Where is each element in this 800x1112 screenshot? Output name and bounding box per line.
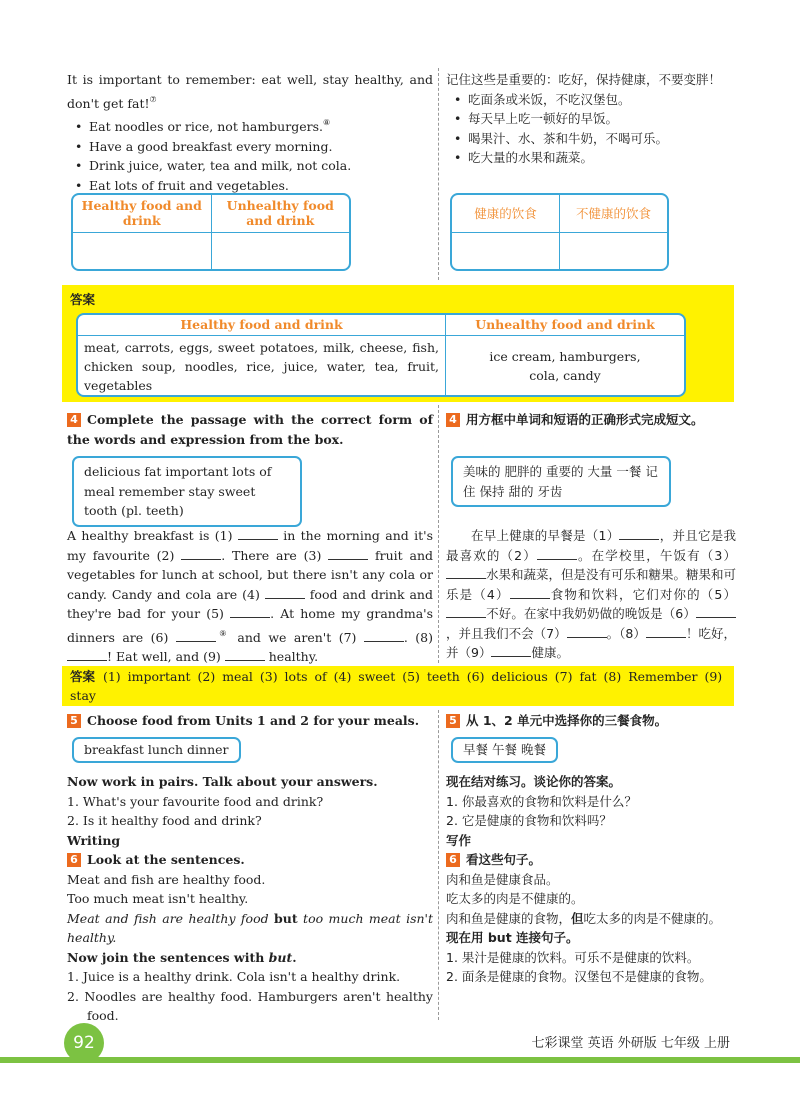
word-box-en bbox=[72, 456, 302, 527]
answer-block-1 bbox=[62, 285, 734, 402]
blank-6[interactable] bbox=[176, 629, 216, 642]
blank-5-cn[interactable] bbox=[446, 605, 486, 618]
bullet-item: Drink juice, water, tea and milk, not cola. bbox=[89, 158, 352, 173]
join-instruction-cn: 现在用 but 连接句子。 bbox=[446, 930, 579, 945]
food-table-cn bbox=[450, 193, 669, 271]
intro-text-cn: 记住这些是重要的：吃好，保持健康，不要变胖！ bbox=[446, 72, 722, 87]
answer-label: 答案 bbox=[70, 292, 96, 307]
exercise-number: 4 bbox=[67, 413, 81, 427]
blank-7[interactable] bbox=[364, 629, 404, 642]
blank-1-cn[interactable] bbox=[619, 527, 659, 540]
word-box-text: delicious fat important lots of meal remember stay sweet tooth (pl. teeth) bbox=[84, 464, 272, 518]
blank-7-cn[interactable] bbox=[567, 625, 607, 638]
table-cell-empty[interactable] bbox=[73, 232, 211, 269]
blank-6-cn[interactable] bbox=[696, 605, 736, 618]
exercise-item-cn: 2. 面条是健康的食物。汉堡包不是健康的食物。 bbox=[446, 969, 712, 984]
exercise-item: 2. Noodles are healthy food. Hamburgers aren't healthy food. bbox=[67, 988, 433, 1023]
passage-text: . At home my grandma's dinners are (6) bbox=[67, 606, 434, 645]
intro-text: It is important to remember: eat well, stay healthy, and don't get fat! bbox=[67, 72, 433, 111]
column-divider-top bbox=[438, 68, 439, 280]
passage-text: healthy. bbox=[264, 649, 319, 664]
bullet-item: Have a good breakfast every morning. bbox=[89, 138, 333, 154]
exercise-number: 5 bbox=[67, 714, 81, 728]
passage-text-cn: 在早上健康的早餐是（1） bbox=[471, 528, 620, 543]
bullet-item-cn: • 每天早上吃一顿好的早饭。 bbox=[446, 109, 736, 129]
passage-text-cn: ，并且它是我最喜欢的（2） bbox=[446, 528, 736, 563]
bullet-item: Eat noodles or rice, not hamburgers. bbox=[89, 119, 323, 134]
column-divider-middle bbox=[438, 405, 439, 663]
pairs-instruction: Now work in pairs. Talk about your answers. bbox=[67, 774, 378, 789]
meal-box-cn bbox=[451, 737, 558, 763]
join-instruction: . bbox=[292, 949, 297, 965]
writing-heading: Writing bbox=[67, 832, 121, 848]
sentence-cn: 肉和鱼是健康食品。 bbox=[446, 871, 559, 887]
join-word: but bbox=[268, 949, 293, 965]
blank-4-cn[interactable] bbox=[510, 586, 550, 599]
ex5-questions-cn bbox=[446, 772, 736, 987]
sentence: Too much meat isn't healthy. bbox=[67, 891, 249, 906]
bullet-item: Eat lots of fruit and vegetables. bbox=[89, 177, 289, 193]
bullet-item-cn: • 喝果汁、水、茶和牛奶，不喝可乐。 bbox=[446, 129, 736, 149]
ex5-title-cn bbox=[446, 711, 736, 731]
exercise-item: 1. Juice is a healthy drink. Cola isn't a healthy drink. bbox=[67, 969, 401, 984]
ex4-passage-cn bbox=[446, 526, 736, 663]
sentence-part-cn: 肉和鱼是健康的食物， bbox=[446, 910, 572, 926]
question-item: 1. What's your favourite food and drink? bbox=[67, 793, 324, 809]
sentence-part-cn: 吃太多的肉是不健康的。 bbox=[583, 910, 722, 926]
note-marker: ⑦ bbox=[149, 94, 157, 104]
note-marker: ⑧ bbox=[322, 118, 331, 127]
sentence-part: Meat and fish are healthy food bbox=[67, 910, 275, 926]
exercise-item-cn: 1. 果汁是健康的饮料。可乐不是健康的饮料。 bbox=[446, 949, 700, 965]
sentence-conjunction-cn: 但 bbox=[571, 910, 584, 926]
answer-table bbox=[76, 313, 686, 397]
blank-9[interactable] bbox=[225, 648, 265, 661]
exercise-number: 6 bbox=[67, 853, 81, 867]
meal-box-en bbox=[72, 737, 241, 763]
bullet-item-cn: • 吃面条或米饭，不吃汉堡包。 bbox=[446, 90, 736, 110]
footer-book-title: 七彩课堂 英语 外研版 七年级 上册 bbox=[531, 1036, 730, 1051]
pairs-instruction-cn: 现在结对练习。谈论你的答案。 bbox=[446, 774, 622, 789]
column-divider-bottom bbox=[438, 710, 439, 1020]
page-number: 92 bbox=[64, 1023, 104, 1063]
ex5-title-en bbox=[67, 711, 433, 731]
passage-text-cn: 食物和饮料，它们对你的（5） bbox=[549, 586, 736, 602]
blank-8[interactable] bbox=[67, 648, 107, 661]
meal-box-text-cn: 早餐 午餐 晚餐 bbox=[463, 742, 546, 757]
ex4-instruction-cn: 用方框中单词和短语的正确形式完成短文。 bbox=[466, 412, 704, 427]
sentence-cn: 吃太多的肉是不健康的。 bbox=[446, 891, 584, 906]
note-marker: ⑨ bbox=[215, 628, 230, 638]
sentence-conjunction: but bbox=[274, 910, 298, 926]
passage-text-cn: 健康。 bbox=[531, 645, 569, 660]
passage-text: A healthy breakfast is (1) bbox=[67, 528, 238, 543]
table-cell-empty[interactable] bbox=[452, 232, 560, 269]
food-table-en bbox=[71, 193, 351, 271]
passage-text: and we aren't (7) bbox=[229, 629, 364, 645]
ex4-passage-en bbox=[67, 526, 433, 667]
exercise-number: 4 bbox=[446, 413, 460, 427]
passage-text-cn: ，并且我们不会（7） bbox=[446, 625, 567, 641]
answer-header-healthy: Healthy food and drink bbox=[78, 315, 446, 335]
answer-label: 答案 bbox=[70, 669, 96, 684]
ex6-instruction-cn: 看这些句子。 bbox=[466, 852, 542, 867]
word-box-text-cn: 美味的 肥胖的 重要的 大量 一餐 记住 保持 甜的 牙齿 bbox=[463, 464, 658, 499]
ex5-instruction: Choose food from Units 1 and 2 for your meals. bbox=[87, 713, 420, 728]
passage-text-cn: 。（8） bbox=[606, 625, 646, 641]
meal-box-text: breakfast lunch dinner bbox=[84, 742, 229, 757]
passage-text-cn: 不好。在家中我奶奶做的晚饭是（6） bbox=[486, 606, 696, 621]
writing-heading-cn: 写作 bbox=[446, 832, 472, 848]
blank-1[interactable] bbox=[238, 527, 278, 540]
passage-text-cn: ！吃好，并（9） bbox=[446, 625, 736, 660]
ex5-questions-en bbox=[67, 772, 433, 1026]
word-box-cn bbox=[451, 456, 671, 507]
answer-header-unhealthy: Unhealthy food and drink bbox=[446, 315, 685, 335]
passage-text: fruit and vegetables for lunch at school, but there isn't any cola or candy. Candy and cola are (4) bbox=[67, 547, 434, 602]
ex5-instruction-cn: 从 1、2 单元中选择你的三餐食物。 bbox=[466, 713, 668, 728]
table-header-unhealthy-cn: 不健康的饮食 bbox=[560, 195, 668, 232]
question-item-cn: 1. 你最喜欢的食物和饮料是什么？ bbox=[446, 793, 637, 809]
intro-section-en bbox=[67, 70, 433, 195]
ex4-instruction: Complete the passage with the correct form of the words and expression from the box. bbox=[67, 412, 433, 447]
passage-text-cn: 水果和蔬菜，但是没有可乐和糖果。糖果和可乐是（4） bbox=[446, 567, 737, 602]
answer-healthy-list: meat, carrots, eggs, sweet potatoes, milk, cheese, fish, chicken soup, noodles, rice, juice, water, tea, fruit, vegetables bbox=[78, 335, 446, 397]
sentence-part: too much meat isn't healthy. bbox=[67, 910, 433, 945]
ex4-title-en bbox=[67, 410, 433, 449]
blank-5[interactable] bbox=[230, 605, 270, 618]
table-header-healthy: Healthy food and drink bbox=[73, 195, 211, 232]
sentence: Meat and fish are healthy food. bbox=[67, 871, 266, 887]
question-item-cn: 2. 它是健康的食物和饮料吗？ bbox=[446, 813, 612, 828]
footer-bar bbox=[0, 1057, 800, 1063]
intro-section-cn bbox=[446, 70, 736, 168]
exercise-number: 5 bbox=[446, 714, 460, 728]
ex4-title-cn bbox=[446, 410, 736, 430]
blank-3[interactable] bbox=[328, 547, 368, 560]
blank-8-cn[interactable] bbox=[646, 625, 686, 638]
table-cell-empty[interactable] bbox=[211, 232, 349, 269]
table-header-healthy-cn: 健康的饮食 bbox=[452, 195, 560, 232]
blank-3-cn[interactable] bbox=[446, 566, 486, 579]
blank-9-cn[interactable] bbox=[491, 644, 531, 657]
passage-text: . There are (3) bbox=[221, 547, 329, 563]
table-header-unhealthy: Unhealthy food and drink bbox=[211, 195, 349, 232]
blank-4[interactable] bbox=[265, 586, 305, 599]
bullet-item-cn: • 吃大量的水果和蔬菜。 bbox=[446, 148, 736, 168]
blank-2-cn[interactable] bbox=[537, 547, 577, 560]
exercise-number: 6 bbox=[446, 853, 460, 867]
passage-text: food and drink and they're bad for your (5) bbox=[67, 586, 433, 621]
passage-text-cn: 。在学校里，午饭有（3） bbox=[576, 547, 736, 563]
table-cell-empty[interactable] bbox=[560, 232, 668, 269]
answer-block-2 bbox=[62, 666, 734, 706]
passage-text: in the morning and it's my favourite (2) bbox=[67, 528, 433, 563]
question-item: 2. Is it healthy food and drink? bbox=[67, 813, 262, 828]
answer-unhealthy-list: ice cream, hamburgers, cola, candy bbox=[446, 335, 685, 397]
answer-text: (1) important (2) meal (3) lots of (4) sweet (5) teeth (6) delicious (7) fat (8) Remember (9) stay bbox=[70, 669, 723, 703]
blank-2[interactable] bbox=[181, 547, 221, 560]
ex6-instruction: Look at the sentences. bbox=[87, 852, 245, 867]
passage-text: . (8) bbox=[403, 629, 434, 645]
join-instruction: Now join the sentences with bbox=[67, 949, 269, 965]
passage-text: ! Eat well, and (9) bbox=[107, 649, 225, 664]
